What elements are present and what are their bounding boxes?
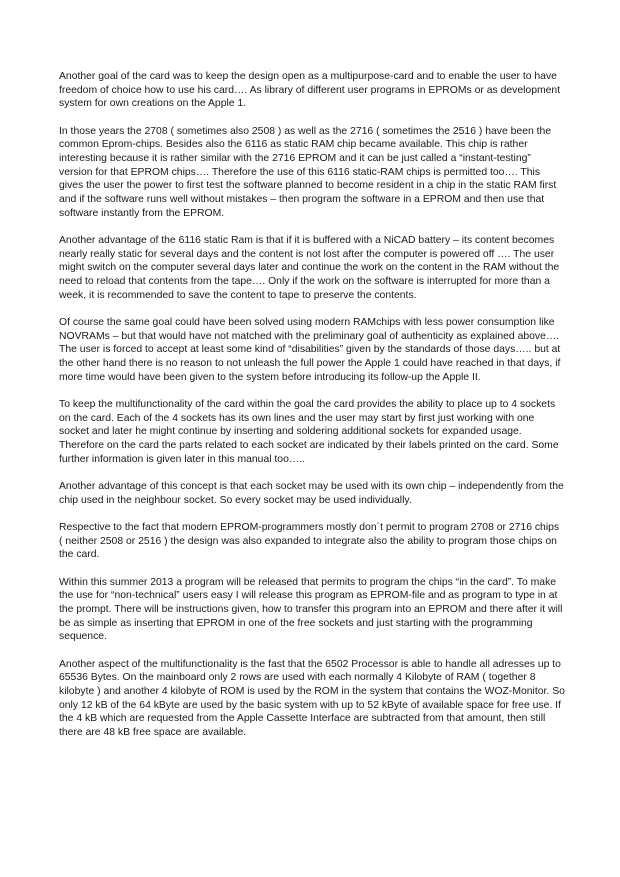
paragraph-address-space: Another aspect of the multifunctionality is the fast that the 6502 Processor is able to handle all adresses up to 65536 Bytes. On the mainboard only 2 rows are used with each normally 4 Kilobyte of RAM ( together 8 kilobyte ) and another 4 kilobyte of ROM is used by the ROM in the system that contains the WOZ-Monitor. So only 12 kB of the 64 kByte are used by the basic system with up to 52 kByte of available space for free use. If the 4 kB which are requested from the Apple Cassette Interface are subtracted from that amount, then still there are 48 kB free space are available. (59, 658, 565, 739)
paragraph-eprom-chips: In those years the 2708 ( sometimes also 2508 ) as well as the 2716 ( sometimes the 2516 ) have been the common Eprom-chips. Besides also the 6116 as static RAM chip became available. This chip is rather interesting because it is rather similar with the 2716 EPROM and it can be just called a “instant-testing” version for that EPROM chips…. Therefore the use of this 6116 static-RAM chips is permitted too…. This gives the user the power to first test the software planned to become resident in a chip in the static RAM first and if the software runs well without mistakes – then program the software in a EPROM and then use that software instantly from the EPROM. (59, 125, 557, 219)
paragraph-nicad-battery: Another advantage of the 6116 static Ram is that if it is buffered with a NiCAD battery – its content becomes nearly really static for several days and the content is not lost after the computer is powered off …. The user might switch on the computer several days later and continue the work on the content in the RAM without the need to reload that contents from the tape…. Only if the work on the software is interrupted for more than a week, it is recommended to save the content to tape to preserve the contents. (59, 235, 560, 301)
paragraph-multipurpose-goal: Another goal of the card was to keep the design open as a multipurpose-card and to enable the user to have freedom of choice how to use his card…. As library of different user programs in EPROMs or as development system for own creations on the Apple 1. (59, 71, 561, 110)
paragraph-novram: Of course the same goal could have been solved using modern RAMchips with less power consumption like NOVRAMs – but that would have not matched with the preliminary goal of authenticity as explained above…. The user is forced to accept at least some kind of “disabilities” given by the standards of those days….. but at the other hand there is no reason to not unleash the full power the Apple 1 could have reached in that days, if more time would have been given to the system before introducing its follow-up the Apple II. (59, 317, 561, 383)
paragraph-summer-2013-program: Within this summer 2013 a program will be released that permits to program the chips “in the card”. To make the use for “non-technical” users easy I will release this program as EPROM-file and as program to type in at the prompt. There will be instructions given, how to transfer this program into an EPROM and there after it will be as simple as inserting that EPROM in one of the free sockets and just starting with the programming sequence. (59, 576, 563, 643)
body-text (59, 70, 565, 753)
paragraph-programming-ability: Respective to the fact that modern EPROM-programmers mostly don´t permit to program 2708 or 2716 chips ( neither 2508 or 2516 ) the design was also expanded to integrate also the ability to program those chips on the card. (59, 521, 560, 561)
paragraph-four-sockets: To keep the multifunctionality of the card within the goal the card provides the ability to place up to 4 sockets on the card. Each of the 4 sockets has its own lines and the user may start by first just working with one socket and later he might continue by inserting and soldering additional sockets for expanded usage. Therefore on the card the parts related to each socket are indicated by their labels printed on the card. Some further information is given later in this manual too….. (59, 399, 559, 465)
paragraph-individual-sockets: Another advantage of this concept is that each socket may be used with its own chip – independently from the chip used in the neighbour socket. So every socket may be used individually. (59, 481, 564, 506)
